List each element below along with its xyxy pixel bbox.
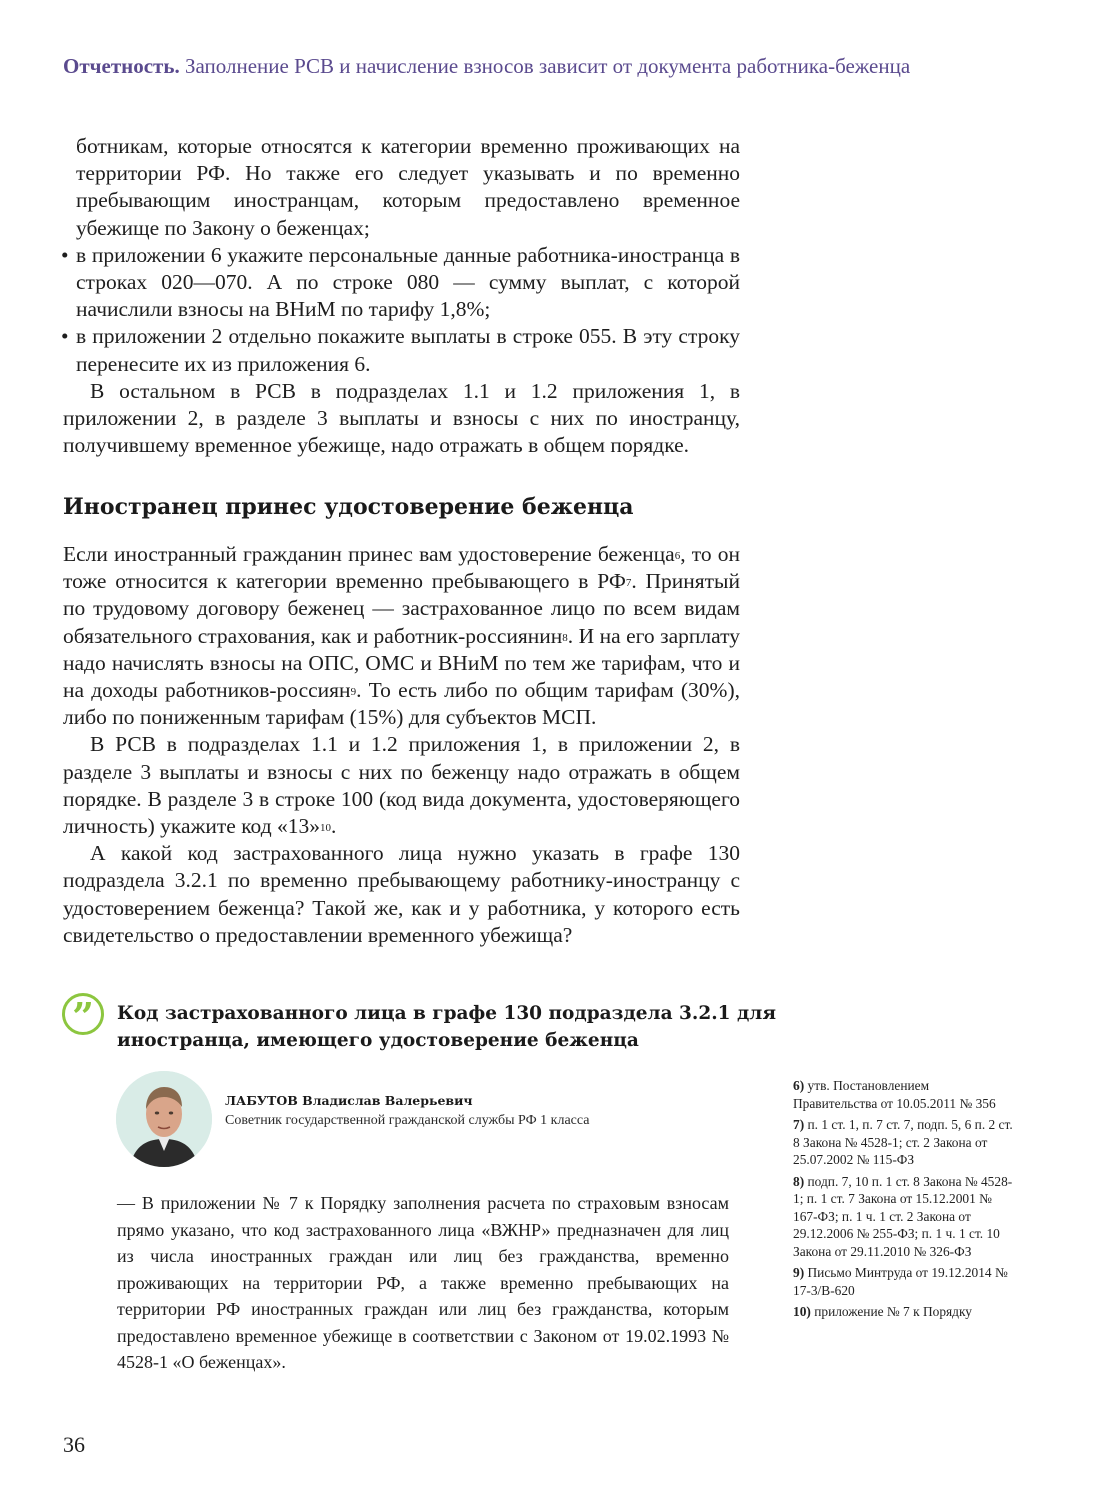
bullet-item: • в приложении 6 укажите персональные данные работника-иностранца в строках 020—070. А по строке 080 — сумму выплат, с которой начислили взносы на ВНиМ по тарифу 1,8%;: [63, 242, 740, 324]
paragraph: А какой код застрахованного лица нужно указать в графе 130 подраздела 3.2.1 по временно пребывающему работнику-иностранцу с удостоверением беженца? Такой же, как и у работника, у которого есть свидетельство о предоставлении временного убежища?: [63, 841, 740, 947]
running-header: [63, 54, 1063, 79]
footnote-ref[interactable]: 6: [674, 550, 681, 562]
intro-block: [63, 133, 740, 459]
footnote: 7) п. 1 ст. 1, п. 7 ст. 7, подп. 5, 6 п. 2 ст. 8 Закона № 4528-1; ст. 2 Закона от 25.07.2002 № 115-ФЗ: [793, 1117, 1013, 1167]
quote-icon: ”: [62, 993, 104, 1035]
page-number: 36: [63, 1432, 85, 1457]
section-body: [63, 541, 740, 949]
paragraph: Если иностранный гражданин принес вам удостоверение беженца$^6$, то он тоже относится к категории временно пребывающего в $РФ^7$. Принятый по трудовому договору беженец — застрахованное лицо по всем видам обязательного страхования, как и работник-россиянин$^8$. И на его зарплату надо начислять взносы на ОПС, ОМС и ВНиМ по тем же тарифам, что и на доходы работников-россиян$^9$. То есть либо по общим тарифам (30%), либо по пониженным тарифам (15%) для субъектов МСП.: [63, 542, 741, 730]
footnote: 6) утв. Постановлением Правительства от 10.05.2011 № 356: [793, 1078, 996, 1111]
intro-closing: В остальном в РСВ в подразделах 1.1 и 1.2 приложения 1, в приложении 2, в разделе 3 выплаты и взносы с них по иностранцу, получившему временное убежище, надо отражать в общем порядке.: [63, 378, 740, 458]
footnote-ref[interactable]: 9: [350, 686, 357, 699]
paragraph: В РСВ в подразделах 1.1 и 1.2 приложения 1, в приложении 2, в разделе 3 выплаты и взносы с них по беженцу надо отражать в общем порядке. В разделе 3 в строке 100 (код вида документа, удостоверяющего личность) укажите код «13»$^{10}$.: [63, 732, 740, 839]
expert-answer: — В приложении № 7 к Порядку заполнения расчета по страховым взносам прямо указано, что код застрахованного лица «ВЖНР» предназначен для лиц из числа иностранных граждан или лиц без гражданства, временно проживающих на территории РФ, а также временно пребывающих на территории РФ иностранных граждан или лиц без гражданства, которым предоставлено временное убежище в соответствии с Законом от 19.02.1993 № 4528-1 «О беженцах».: [117, 1193, 729, 1372]
footnote: 9) Письмо Минтруда от 19.12.2014 № 17-3/В-620: [793, 1265, 1008, 1298]
footnotes: [793, 1077, 1013, 1325]
bullet-item: • в приложении 2 отдельно покажите выплаты в строке 055. В эту строку перенесите их из приложения 6.: [63, 323, 740, 377]
quote-title: Код застрахованного лица в графе 130 подраздела 3.2.1 для иностранца, имеющего удостоверение беженца: [117, 1003, 776, 1051]
section-heading: Иностранец принес удостоверение беженца: [63, 494, 634, 520]
portrait-icon: [116, 1071, 212, 1167]
footnote-ref[interactable]: 8: [562, 631, 568, 644]
avatar: [116, 1071, 212, 1167]
footnote-ref[interactable]: 7: [625, 577, 632, 590]
expert-position: Советник государственной гражданской службы РФ 1 класса: [225, 1113, 590, 1128]
header-title: Заполнение РСВ и начисление взносов зависит от документа работника-беженца: [184, 54, 911, 78]
footnote-ref[interactable]: 10: [320, 822, 332, 835]
intro-continuation: ботникам, которые относятся к категории временно проживающих на территории РФ. Но также его следует указывать и по временно пребывающим иностранцам, которым предоставлено временное убежище по Закону о беженцах;: [76, 134, 740, 240]
footnote: 8) подп. 7, 10 п. 1 ст. 8 Закона № 4528-1; п. 1 ст. 7 Закона от 15.12.2001 № 167-ФЗ; п. 1 ч. 1 ст. 2 Закона от 29.12.2006 № 255-ФЗ; п. 1 ч. 1 ст. 10 Закона от 29.11.2010 № 326-ФЗ: [793, 1173, 1013, 1259]
footnote: 10) приложение № 7 к Порядку: [793, 1304, 972, 1319]
header-section: Отчетность.: [63, 54, 180, 78]
expert-name: ЛАБУТОВ Владислав Валерьевич: [225, 1093, 473, 1108]
